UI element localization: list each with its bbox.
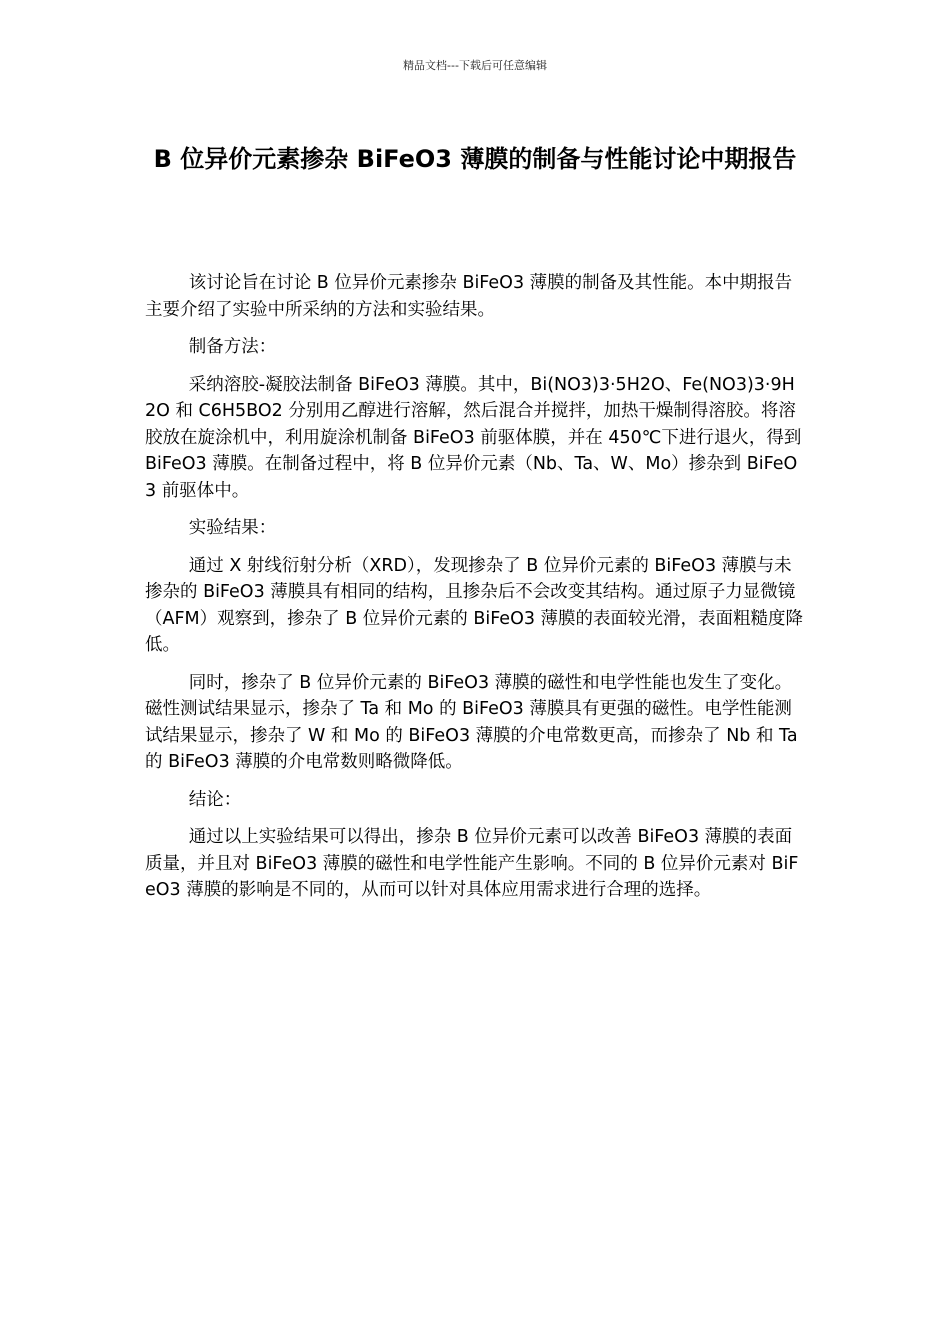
results-paragraph-1: 通过 X 射线衍射分析（XRD），发现掺杂了 B 位异价元素的 BiFeO3 薄膜与未掺杂的 BiFeO3 薄膜具有相同的结构，且掺杂后不会改变其结构。通过原子力显微镜（AFM）观察到，掺杂了 B 位异价元素的 BiFeO3 薄膜的表面较光滑，表面粗糙度降低。 (145, 555, 804, 655)
method-heading: 制备方法： (188, 337, 277, 357)
document-title: B 位异价元素掺杂 BiFeO3 薄膜的制备与性能讨论中期报告 (153, 145, 797, 173)
method-paragraph: 采纳溶胶-凝胶法制备 BiFeO3 薄膜。其中，Bi(NO3)3·5H2O、Fe(NO3)3·9H2O 和 C6H5BO2 分别用乙醇进行溶解，然后混合并搅拌，加热干燥制得溶胶。将溶胶放在旋涂机中，利用旋涂机制备 BiFeO3 前驱体膜，并在 450℃下进行退火，得到 BiFeO3 薄膜。在制备过程中，将 B 位异价元素（Nb、Ta、W、Mo）掺杂到 BiFeO3 前驱体中。 (145, 374, 802, 501)
intro-paragraph: 该讨论旨在讨论 B 位异价元素掺杂 BiFeO3 薄膜的制备及其性能。本中期报告主要介绍了实验中所采纳的方法和实验结果。 (145, 273, 793, 320)
document-body (145, 270, 805, 915)
page-header: 精品文档---下载后可任意编辑 (403, 59, 547, 72)
conclusion-paragraph: 通过以上实验结果可以得出，掺杂 B 位异价元素可以改善 BiFeO3 薄膜的表面质量，并且对 BiFeO3 薄膜的磁性和电学性能产生影响。不同的 B 位异价元素对 BiFeO3 薄膜的影响是不同的，从而可以针对具体应用需求进行合理的选择。 (145, 827, 799, 900)
results-paragraph-2: 同时，掺杂了 B 位异价元素的 BiFeO3 薄膜的磁性和电学性能也发生了变化。磁性测试结果显示，掺杂了 Ta 和 Mo 的 BiFeO3 薄膜具有更强的磁性。电学性能测试结果显示，掺杂了 W 和 Mo 的 BiFeO3 薄膜的介电常数更高，而掺杂了 Nb 和 Ta 的 BiFeO3 薄膜的介电常数则略微降低。 (145, 672, 798, 772)
results-heading: 实验结果： (188, 518, 277, 538)
conclusion-heading: 结论： (188, 789, 242, 810)
